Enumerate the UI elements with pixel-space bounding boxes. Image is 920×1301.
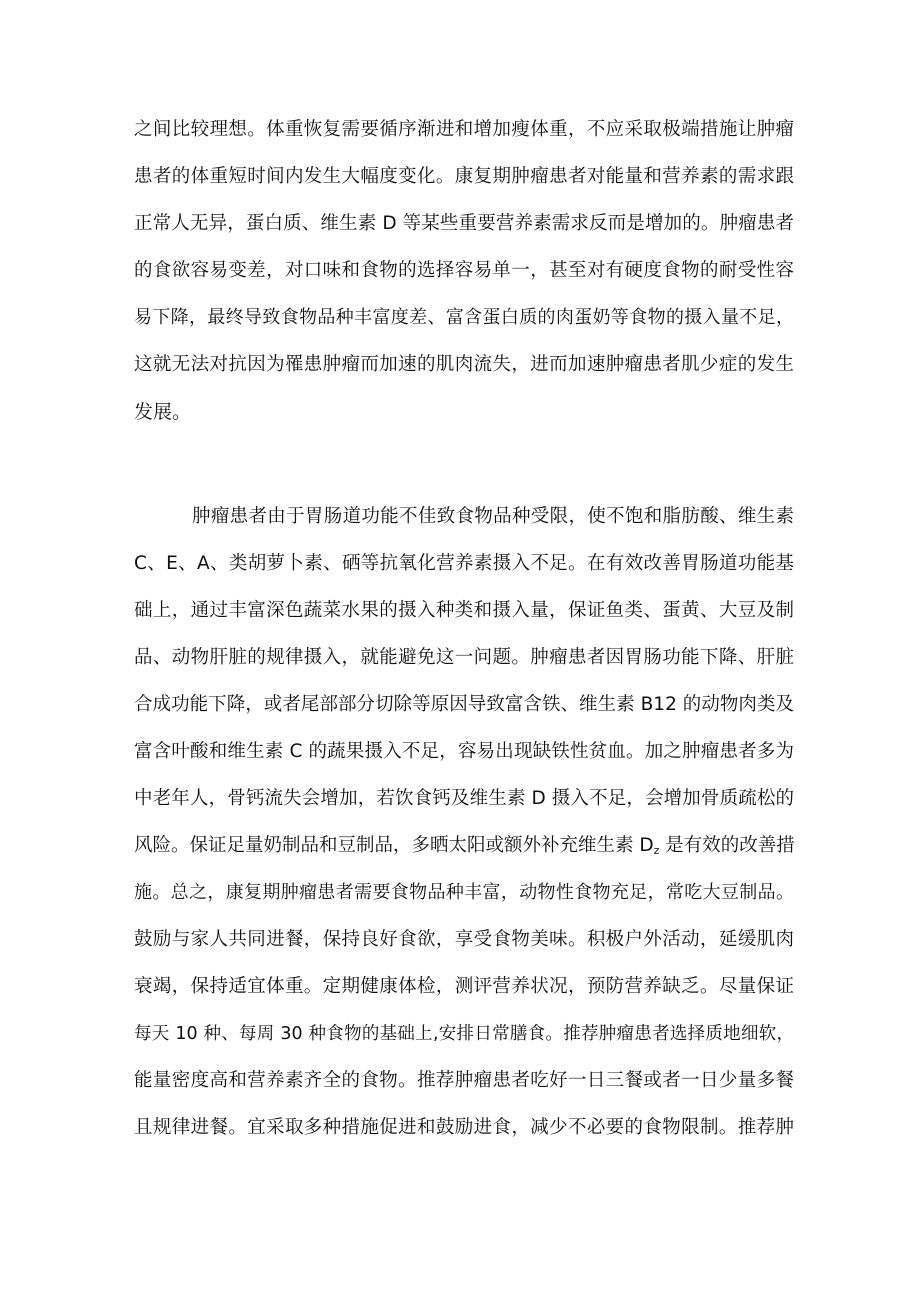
- paragraph-2-line-11: 衰竭，保持适宜体重。定期健康体检，测评营养状况，预防营养缺乏。尽量保证: [134, 976, 794, 997]
- paragraph-2-line-10: 鼓励与家人共同进餐，保持良好食欲，享受食物美味。积极户外活动，延缓肌肉: [134, 929, 794, 950]
- paragraph-1-line-2: 患者的体重短时间内发生大幅度变化。康复期肿瘤患者对能量和营养素的需求跟: [134, 166, 794, 187]
- paragraph-2-line-14: 且规律进餐。宜采取多种措施促进和鼓励进食，减少不必要的食物限制。推荐肿: [134, 1117, 794, 1138]
- vitamin-d-text-after: 是有效的改善措: [659, 835, 795, 856]
- paragraph-1-line-5: 易下降，最终导致食物品种丰富度差、富含蛋白质的肉蛋奶等食物的摄入量不足，: [134, 307, 794, 328]
- paragraph-1-line-1: 之间比较理想。体重恢复需要循序渐进和增加瘦体重，不应采取极端措施让肿瘤: [134, 119, 794, 140]
- paragraph-1-line-7: 发展。: [134, 401, 192, 423]
- paragraph-2-line-8: [134, 834, 794, 858]
- paragraph-2-line-2: C、E、A、类胡萝卜素、硒等抗氧化营养素摄入不足。在有效改善胃肠道功能基: [134, 553, 794, 574]
- paragraph-2-line-13: 能量密度高和营养素齐全的食物。推荐肿瘤患者吃好一日三餐或者一日少量多餐: [134, 1070, 794, 1091]
- paragraph-2-line-5: 合成功能下降，或者尾部部分切除等原因导致富含铁、维生素 B12 的动物肉类及: [134, 694, 794, 715]
- paragraph-2-line-3: 础上，通过丰富深色蔬菜水果的摄入种类和摄入量，保证鱼类、蛋黄、大豆及制: [134, 600, 794, 621]
- paragraph-2-line-6: 富含叶酸和维生素 C 的蔬果摄入不足，容易出现缺铁性贫血。加之肿瘤患者多为: [134, 741, 794, 762]
- paragraph-2-line-4: 品、动物肝脏的规律摄入，就能避免这一问题。肿瘤患者因胃肠功能下降、肝脏: [134, 647, 794, 668]
- paragraph-2-line-1: 肿瘤患者由于胃肠道功能不佳致食物品种受限，使不饱和脂肪酸、维生素: [192, 506, 794, 527]
- paragraph-1-line-6: 这就无法对抗因为罹患肿瘤而加速的肌肉流失，进而加速肿瘤患者肌少症的发生: [134, 354, 794, 375]
- paragraph-2-line-7: 中老年人，骨钙流失会增加，若饮食钙及维生素 D 摄入不足，会增加骨质疏松的: [134, 788, 794, 809]
- paragraph-1-line-4: 的食欲容易变差，对口味和食物的选择容易单一，甚至对有硬度食物的耐受性容: [134, 260, 794, 281]
- paragraph-2-line-12: 每天 10 种、每周 30 种食物的基础上,安排日常膳食。推荐肿瘤患者选择质地细软，: [134, 1024, 794, 1044]
- vitamin-d-subscript: z: [653, 844, 660, 857]
- paragraph-2-line-9: 施。总之，康复期肿瘤患者需要食物品种丰富，动物性食物充足，常吃大豆制品。: [134, 882, 794, 903]
- paragraph-1-line-3: 正常人无异，蛋白质、维生素 D 等某些重要营养素需求反而是增加的。肿瘤患者: [134, 213, 794, 234]
- vitamin-d-text-before: 风险。保证足量奶制品和豆制品，多晒太阳或额外补充维生素 D: [134, 835, 654, 856]
